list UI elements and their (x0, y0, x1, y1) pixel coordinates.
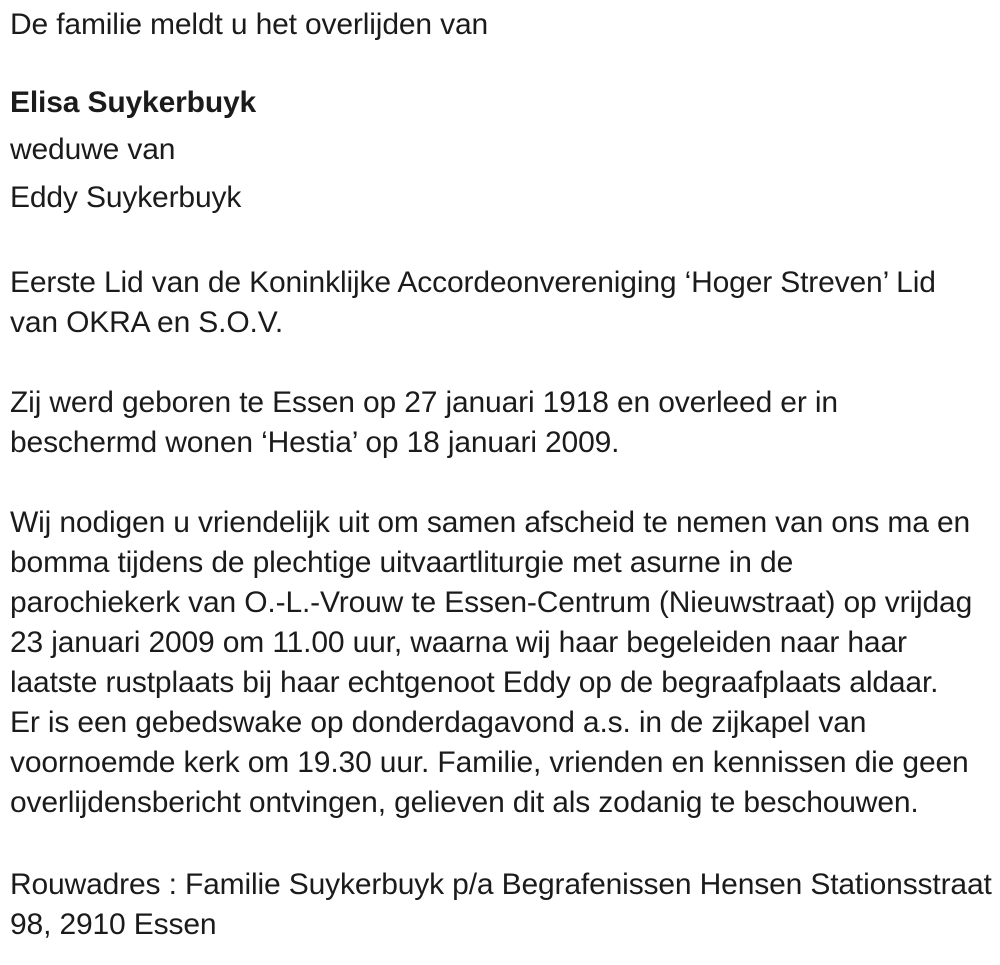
spouse-name (10, 178, 990, 218)
spouse-name-line: Eddy Suykerbuyk (10, 181, 242, 214)
funeral-details-line-6: Er is een gebedswake op donderdagavond a.s. in de zijkapel van (10, 706, 867, 739)
memberships-paragraph (10, 263, 990, 343)
mourning-address-line-2: 98, 2910 Essen (10, 908, 217, 941)
memberships-line-1: Eerste Lid van de Koninklijke Accordeonvereniging ‘Hoger Streven’ Lid (10, 266, 936, 299)
mourning-address-line-1: Rouwadres : Familie Suykerbuyk p/a Begrafenissen Hensen Stationsstraat (10, 868, 992, 901)
funeral-details-line-7: voornoemde kerk om 19.30 uur. Familie, vrienden en kennissen die geen (10, 746, 969, 779)
relation-paragraph (10, 130, 990, 170)
funeral-details-line-8: overlijdensbericht ontvingen, gelieven dit als zodanig te beschouwen. (10, 786, 919, 819)
mourning-address-paragraph (10, 865, 990, 945)
intro-line: De familie meldt u het overlijden van (10, 8, 489, 41)
life-dates-line-1: Zij werd geboren te Essen op 27 januari 1918 en overleed er in (10, 386, 838, 419)
funeral-details-line-5: laatste rustplaats bij haar echtgenoot Eddy op de begraafplaats aldaar. (10, 666, 939, 699)
deceased-name-line: Elisa Suykerbuyk (10, 86, 257, 119)
funeral-details-line-2: bomma tijdens de plechtige uitvaartliturgie met asurne in de (10, 546, 794, 579)
life-dates-line-2: beschermd wonen ‘Hestia’ op 18 januari 2009. (10, 426, 620, 459)
relation-line: weduwe van (10, 133, 176, 166)
funeral-details-line-1: Wij nodigen u vriendelijk uit om samen afscheid te nemen van ons ma en (10, 506, 971, 539)
memberships-line-2: van OKRA en S.O.V. (10, 306, 284, 339)
deceased-name (10, 83, 990, 123)
funeral-details-line-3: parochiekerk van O.-L.-Vrouw te Essen-Centrum (Nieuwstraat) op vrijdag (10, 586, 973, 619)
intro-paragraph (10, 5, 990, 45)
funeral-details-paragraph (10, 503, 990, 823)
life-dates-paragraph (10, 383, 990, 463)
funeral-details-line-4: 23 januari 2009 om 11.00 uur, waarna wij haar begeleiden naar haar (10, 626, 907, 659)
